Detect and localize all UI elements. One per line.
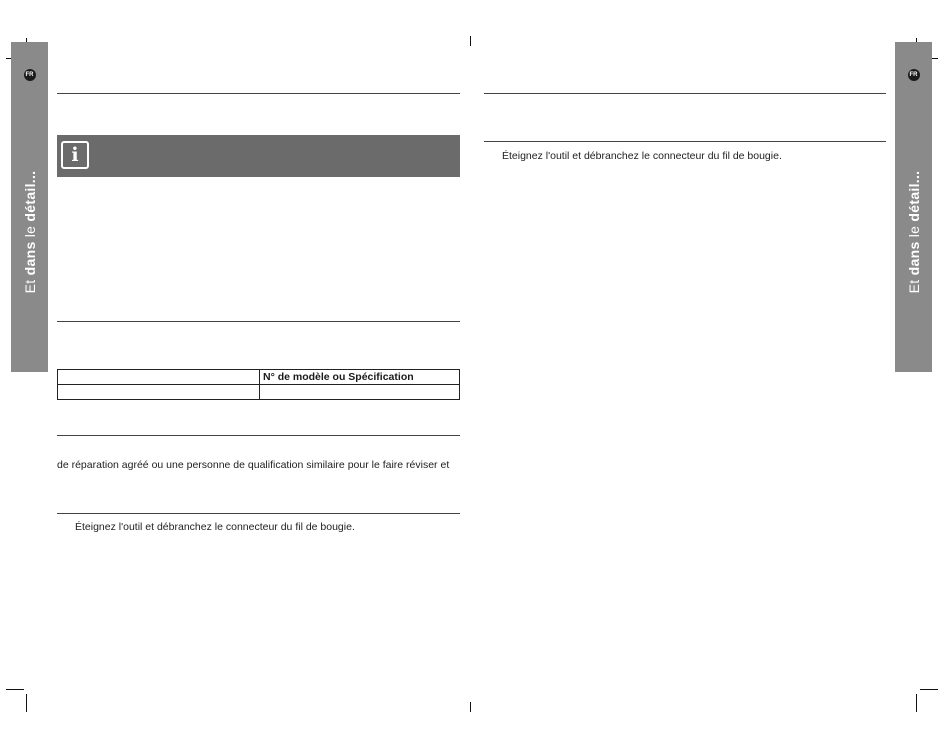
side-tab-right — [895, 42, 932, 372]
info-icon: i — [61, 141, 89, 169]
section-divider — [484, 141, 886, 142]
table-row — [58, 385, 460, 400]
section-divider — [57, 513, 460, 514]
table-cell — [260, 385, 460, 400]
section-divider — [57, 93, 460, 94]
step-text: Éteignez l'outil et débranchez le connecteur du fil de bougie. — [75, 521, 355, 533]
side-tab-label-part: le — [905, 221, 922, 242]
table-cell — [58, 385, 260, 400]
language-badge: FR — [908, 69, 920, 81]
side-tab-label-part: le — [21, 221, 38, 242]
section-divider — [57, 321, 460, 322]
step-text: Éteignez l'outil et débranchez le connecteur du fil de bougie. — [502, 150, 782, 162]
crop-mark — [916, 694, 917, 712]
table-row — [58, 370, 460, 385]
crop-mark — [470, 36, 471, 46]
table-cell — [58, 370, 260, 385]
side-tab-left — [11, 42, 48, 372]
side-tab-label — [906, 171, 922, 294]
crop-mark — [6, 689, 24, 690]
language-badge: FR — [24, 69, 36, 81]
side-tab-label-bold: dans — [21, 241, 38, 276]
side-tab-label-bold: dans — [905, 241, 922, 276]
side-tab-label-part: Et — [21, 275, 38, 294]
section-divider — [57, 435, 460, 436]
crop-mark — [470, 702, 471, 712]
side-tab-label — [22, 171, 38, 294]
crop-mark — [920, 689, 938, 690]
spec-table — [57, 369, 460, 400]
table-header-cell: N° de modèle ou Spécification — [260, 370, 460, 385]
crop-mark — [26, 694, 27, 712]
section-divider — [484, 93, 886, 94]
info-banner — [57, 135, 460, 177]
repair-paragraph: de réparation agréé ou une personne de qualification similaire pour le faire réviser et — [57, 459, 450, 471]
side-tab-label-bold: détail... — [21, 170, 38, 222]
side-tab-label-bold: détail... — [905, 170, 922, 222]
side-tab-label-part: Et — [905, 275, 922, 294]
